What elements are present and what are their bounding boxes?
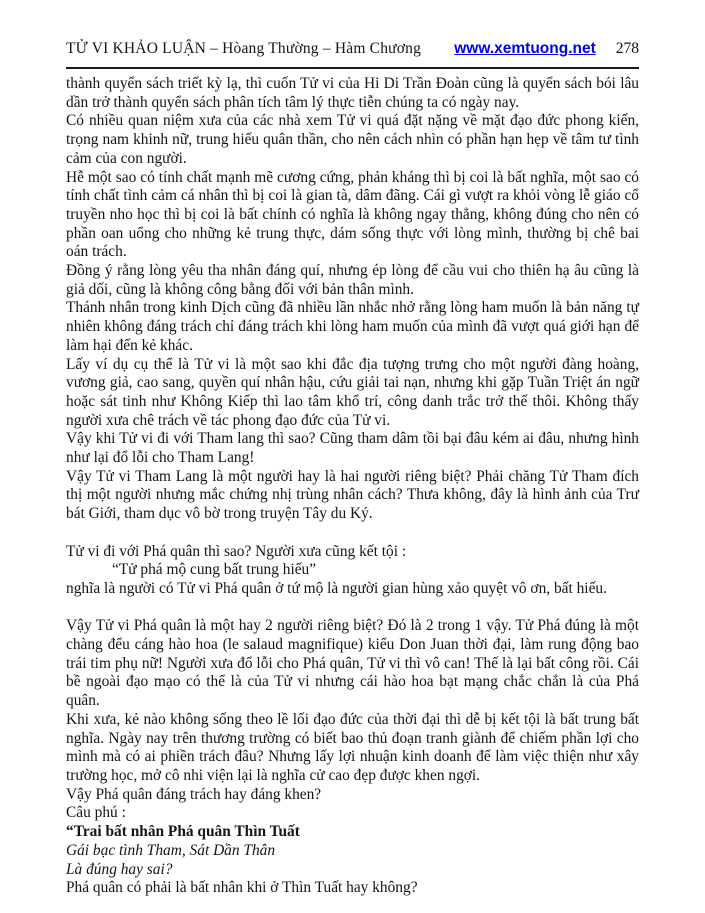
paragraph: Vậy khi Tử vi đi với Tham lang thì sao? Cũng tham dâm tồi bại đâu kém ai đâu, nhưng hình như lại đổ lỗi cho Tham Lang! [66,430,639,467]
paragraph: Phá quân có phải là bất nhân khi ở Thìn Tuất hay không? [66,879,418,897]
header-right [454,40,639,58]
paragraph: Hễ một sao có tính chất mạnh mẽ cương cứng, phản kháng thì bị coi là bất nghĩa, một sao có tính chất tình cảm cá nhân thì bị coi là gian tà, dâm đãng. Cái gì vượt ra khỏi vòng lễ giáo cổ truyền nho học thì bị coi là bất chính có nghĩa là không ngay thẳng, không đúng cho nên có phần oan uổng cho những kẻ trung thực, dám sống thực với lòng mình, thường bị chê bai oán trách. [66,168,639,261]
paragraph: nghĩa là người có Tử vi Phá quân ở tứ mộ là người gian hùng xảo quyệt vô ơn, bất hiếu. [66,579,607,597]
paragraph: Vậy Phá quân đáng trách hay đáng khen? [66,785,322,803]
paragraph: Tử vi đi với Phá quân thì sao? Người xưa cũng kết tội : [66,542,407,560]
paragraph: Khi xưa, kẻ nào không sống theo lề lối đạo đức của thời đại thì dễ bị kết tội là bất trung bất nghĩa. Ngày nay trên thương trường có biết bao thủ đoạn tranh giành để chiếm phần lợi cho mình mà có ai phiền trách đâu? Nhưng lấy lợi nhuận kinh doanh để làm việc thiện như xây trường học, mở cô nhi viện lại là nghĩa cử cao đẹp được khen ngợi. [66,710,639,784]
paragraph: Lấy ví dụ cụ thể là Tử vi là một sao khi đắc địa tượng trưng cho một người đàng hoàng, vương giả, cao sang, quyền quí nhân hậu, cứu giải tai nạn, nhưng khi gặp Tuần Triệt án ngữ hoặc sát tinh như Không Kiếp thì lao tâm khổ trí, công danh trắc trở thế thôi. Không thấy người xưa chê trách về tác phong đạo đức của Tử vi. [66,355,639,429]
paragraph: Gái bạc tình Tham, Sát Dần Thân [66,841,276,859]
paragraph: Câu phú : [66,804,126,822]
paragraph: Vậy Tử vi Phá quân là một hay 2 người riêng biệt? Đó là 2 trong 1 vậy. Tử Phá đúng là một chàng đểu cáng hào hoa (le salaud magnifique) kiểu Don Juan thời đại, làm rung động bao trái tim phụ nữ! Người xưa đổ lỗi cho Phá quân, Tử vi thì vô can! Thế là lại bất công rồi. Cái bề ngoài đạo mạo có thể là của Tử vi nhưng cái hào hoa bạt mạng chắc chắn là của Phá quân. [66,617,639,710]
page-header [66,40,639,58]
paragraph: “Trai bất nhân Phá quân Thìn Tuất [66,823,300,841]
document-title: TỬ VI KHẢO LUẬN – Hòang Thường – Hàm Chương [66,40,422,57]
page-number: 278 [615,40,639,57]
paragraph: thành quyển sách triết kỳ lạ, thì cuốn Tử vi của Hi Di Trần Đoàn cũng là quyển sách bói lâu dần trở thành quyển sách phân tích tâm lý thực tiễn chúng ta có ngày nay. [66,75,639,111]
paragraph: Thánh nhân trong kinh Dịch cũng đã nhiều lần nhắc nhở rằng lòng ham muốn là bản năng tự nhiên không đáng trách chỉ đáng trách khi lòng ham muốn của mình đã vượt quá giới hạn để làm hại đến kẻ khác. [66,299,639,354]
paragraph: Đồng ý rằng lòng yêu tha nhân đáng quí, nhưng ép lòng để cầu vui cho thiên hạ âu cũng là giả dối, cũng là không công bằng đối với bản thân mình. [66,262,639,298]
paragraph: Có nhiều quan niệm xưa của các nhà xem Tử vi quá đặt nặng về mặt đạo đức phong kiến, trọng nam khinh nữ, trung hiếu quân thần, cho nên cách nhìn có phần hạn hẹp về tâm tư tình cảm của con người. [66,112,639,167]
paragraph: Vậy Tử vi Tham Lang là một người hay là hai người riêng biệt? Phải chăng Tử Tham đích thị một người nhưng mắc chứng nhị trùng nhân cách? Thưa không, đây là hình ảnh của Trư bát Giới, tham dục vô bờ trong truyện Tây du Ký. [66,467,639,523]
document-body [66,75,639,898]
site-link[interactable]: www.xemtuong.net [454,40,596,57]
paragraph: Là đúng hay sai? [66,860,173,878]
paragraph: “Tử phá mộ cung bất trung hiếu” [112,561,317,579]
header-divider [66,67,639,69]
